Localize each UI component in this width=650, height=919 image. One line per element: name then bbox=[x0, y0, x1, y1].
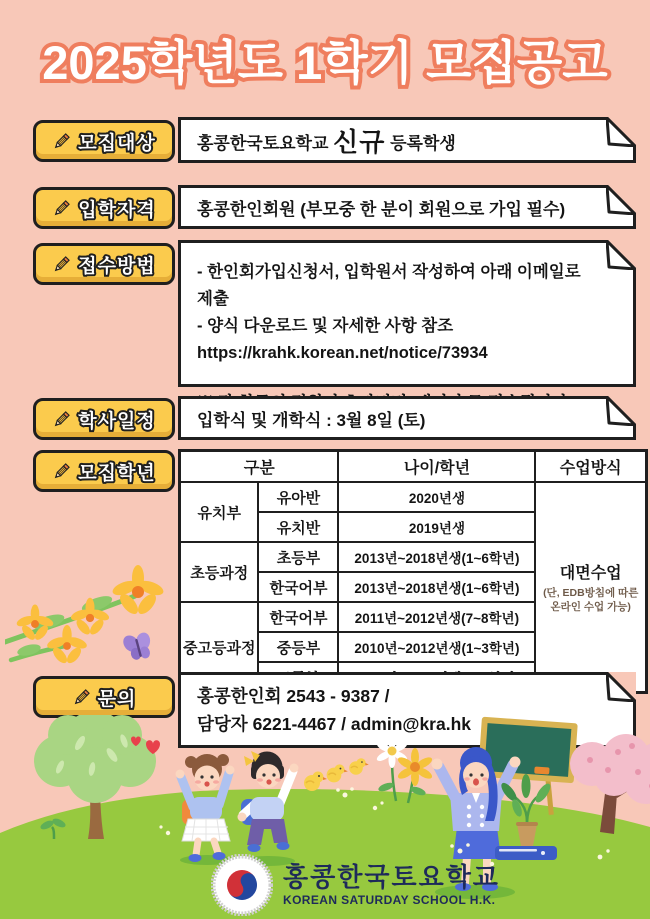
badge-label: 모집학년 bbox=[78, 462, 156, 484]
page-fold-icon bbox=[606, 240, 636, 270]
pencil-icon bbox=[52, 462, 71, 481]
col-header-age: 나이/학년 bbox=[338, 451, 535, 483]
application-line: - 양식 다운로드 및 자세한 사항 참조 bbox=[197, 317, 454, 335]
age-cell: 2019년생 bbox=[338, 512, 535, 542]
inquiry-line-1: 홍콩한인회 2543 - 9387 / bbox=[197, 686, 390, 706]
table-row bbox=[180, 482, 647, 512]
flower-branch bbox=[5, 550, 170, 670]
pencil-icon bbox=[72, 688, 91, 707]
qualification-text: 홍콩한인회원 (부모중 한 분이 회원으로 가입 필수) bbox=[197, 199, 566, 219]
logo-english-name: KOREAN SATURDAY SCHOOL H.K. bbox=[283, 893, 496, 908]
badge-label: 입학자격 bbox=[78, 199, 156, 221]
grades-table-wrap bbox=[178, 449, 648, 694]
qualification-box bbox=[178, 185, 636, 229]
pencil-icon bbox=[52, 132, 71, 151]
age-cell: 2010년~2012년생(1~3학년) bbox=[338, 632, 535, 662]
pencil-icon bbox=[52, 410, 71, 429]
page-fold-icon bbox=[606, 672, 636, 702]
age-cell: 2013년~2018년생(1~6학년) bbox=[338, 572, 535, 602]
badge-label: 학사일정 bbox=[78, 410, 156, 432]
application-box bbox=[178, 240, 636, 387]
badge-label: 모집대상 bbox=[78, 132, 156, 154]
butterfly-icon bbox=[118, 627, 157, 663]
class-cell: 유치반 bbox=[258, 512, 338, 542]
age-cell: 2013년~2018년생(1~6학년) bbox=[338, 542, 535, 572]
page-fold-icon bbox=[606, 117, 636, 147]
application-badge bbox=[33, 243, 175, 285]
class-cell: 유아반 bbox=[258, 482, 338, 512]
chicks bbox=[304, 758, 369, 791]
method-cell bbox=[535, 482, 646, 693]
schedule-badge bbox=[33, 398, 175, 440]
flower bbox=[111, 565, 166, 617]
group-cell: 유치부 bbox=[180, 482, 259, 542]
grades-table bbox=[178, 449, 648, 694]
col-header-method: 수업방식 bbox=[535, 451, 646, 483]
grades-badge bbox=[33, 450, 175, 492]
age-cell: 2011년~2012년생(7~8학년) bbox=[338, 602, 535, 632]
class-cell: 한국어부 bbox=[258, 572, 338, 602]
qualification-badge bbox=[33, 187, 175, 229]
group-cell: 초등과정 bbox=[180, 542, 259, 602]
school-logo bbox=[211, 854, 500, 916]
schedule-text: 입학식 및 개학식 : 3월 8일 (토) bbox=[197, 410, 426, 430]
taegeuk-icon bbox=[211, 854, 273, 916]
age-cell: 2020년생 bbox=[338, 482, 535, 512]
page-title: 2025학년도 1학기 모집공고 bbox=[42, 36, 608, 89]
application-url: https://krahk.korean.net/notice/73934 bbox=[197, 344, 488, 362]
badge-label: 문의 bbox=[97, 688, 137, 710]
page-fold-icon bbox=[606, 396, 636, 426]
recruit-target-text: 홍콩한국토요학교 신규 등록학생 bbox=[197, 126, 456, 157]
method-note-text: (단, EDB방침에 따른 온라인 수업 가능) bbox=[543, 586, 639, 613]
logo-korean-name: 홍콩한국토요학교 bbox=[283, 861, 500, 892]
pencil-icon bbox=[52, 199, 71, 218]
application-line: - 한인회가입신청서, 입학원서 작성하여 아래 이메일로 제출 bbox=[197, 263, 581, 308]
col-header-group: 구분 bbox=[180, 451, 339, 483]
badge-label: 접수방법 bbox=[78, 255, 156, 277]
inquiry-line-2: 담당자 6221-4467 / admin@kra.hk bbox=[197, 714, 472, 734]
schedule-box bbox=[178, 396, 636, 440]
group-cell: 중고등과정 bbox=[180, 602, 259, 693]
logo-text bbox=[283, 863, 500, 908]
page-fold-icon bbox=[606, 185, 636, 215]
recruit-target-box bbox=[178, 117, 636, 163]
class-cell: 중등부 bbox=[258, 632, 338, 662]
inquiry-badge bbox=[33, 676, 175, 718]
recruit-target-badge bbox=[33, 120, 175, 162]
pencil-icon bbox=[52, 255, 71, 274]
class-cell: 한국어부 bbox=[258, 602, 338, 632]
emphasis-text: 신규 bbox=[333, 126, 386, 157]
method-main-text: 대면수업 bbox=[559, 564, 622, 582]
class-cell: 초등부 bbox=[258, 542, 338, 572]
